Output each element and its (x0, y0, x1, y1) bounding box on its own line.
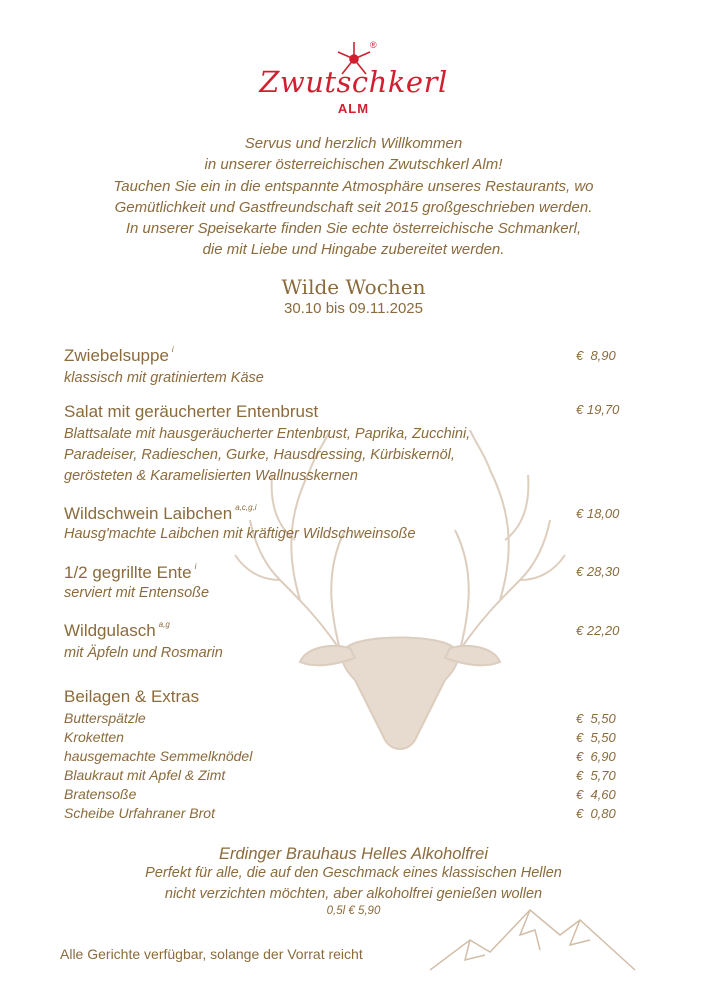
allergen-codes: a,g (158, 620, 170, 630)
side-price: € 6,90 (576, 749, 616, 764)
description-line: mit Äpfeln und Rosmarin (64, 645, 223, 661)
description-line: klassisch mit gratiniertem Käse (64, 370, 264, 386)
side-name: Kroketten (64, 729, 124, 745)
drink-description (0, 863, 707, 905)
dish-price: € 18,00 (576, 506, 620, 521)
drink-price: 0,5l € 5,90 (326, 905, 381, 917)
side-price: € 5,70 (576, 768, 616, 783)
side-name: Butterspätzle (64, 710, 146, 726)
dish-name (64, 402, 321, 422)
intro-line: die mit Liebe und Hingabe zubereitet werden. (202, 241, 505, 259)
dish-name (64, 504, 257, 524)
intro-line: in unserer österreichischen Zwutschkerl Alm! (204, 156, 503, 174)
side-price: € 5,50 (576, 711, 616, 726)
intro-line: Servus und herzlich Willkommen (244, 135, 463, 152)
intro-text (0, 133, 707, 261)
dish-description (64, 368, 264, 389)
dish-description (64, 424, 470, 487)
drink-name: Erdinger Brauhaus Helles Alkoholfrei (218, 845, 489, 863)
description-line: Perfekt für alle, die auf den Geschmack eines klassischen Hellen (145, 865, 562, 881)
description-line: gerösteten & Karamelisierten Wallnusskernen (64, 468, 358, 484)
dish-price: € 22,20 (576, 623, 620, 638)
dish-name (64, 563, 196, 583)
intro-line: In unserer Speisekarte finden Sie echte österreichische Schmankerl, (125, 220, 582, 238)
brand-logo-text: Zwutschkerl (259, 65, 448, 99)
menu-dates: 30.10 bis 09.11.2025 (283, 300, 423, 317)
dish-description (64, 643, 223, 664)
description-line: Paradeiser, Radieschen, Gurke, Hausdressing, Kürbiskernöl, (64, 447, 455, 463)
dish-price: € 8,90 (576, 348, 616, 363)
dish-name (64, 346, 174, 366)
allergen-codes: i (171, 345, 174, 355)
side-name: Blaukraut mit Apfel & Zimt (64, 767, 226, 783)
dish-title: 1/2 gegrillte Ente (64, 563, 192, 582)
side-price: € 4,60 (576, 787, 616, 802)
sides-heading: Beilagen & Extras (64, 687, 200, 706)
dish-title: Zwiebelsuppe (64, 346, 169, 365)
intro-line: Tauchen Sie ein in die entspannte Atmosphäre unseres Restaurants, wo (113, 177, 594, 195)
description-line: nicht verzichten möchten, aber alkoholfrei genießen wollen (164, 886, 543, 902)
dish-title: Salat mit geräucherter Entenbrust (64, 402, 319, 421)
dish-price: € 19,70 (576, 402, 620, 417)
intro-line: Gemütlichkeit und Gastfreundschaft seit 2015 großgeschrieben werden. (114, 198, 593, 216)
side-name: Scheibe Urfahraner Brot (64, 805, 215, 821)
allergen-codes: a,c,g,i (235, 503, 257, 513)
side-name: hausgemachte Semmelknödel (64, 748, 253, 764)
dish-price: € 28,30 (576, 564, 620, 579)
dish-title: Wildgulasch (64, 621, 156, 640)
dish-name (64, 621, 170, 641)
description-line: Hausg'machte Laibchen mit kräftiger Wildschweinsoße (64, 526, 416, 542)
description-line: Blattsalate mit hausgeräucherter Entenbrust, Paprika, Zucchini, (64, 426, 471, 442)
availability-note: Alle Gerichte verfügbar, solange der Vorrat reicht (60, 946, 363, 962)
dish-description (64, 524, 416, 545)
side-price: € 5,50 (576, 730, 616, 745)
description-line: serviert mit Entensoße (64, 585, 210, 601)
dish-title: Wildschwein Laibchen (64, 504, 233, 523)
registered-mark: ® (370, 40, 377, 50)
brand-logo-sub: ALM (337, 101, 370, 116)
dish-description (64, 583, 209, 604)
side-name: Bratensoße (64, 786, 137, 802)
menu-title: Wilde Wochen (281, 275, 426, 299)
side-price: € 0,80 (576, 806, 616, 821)
allergen-codes: i (194, 562, 197, 572)
